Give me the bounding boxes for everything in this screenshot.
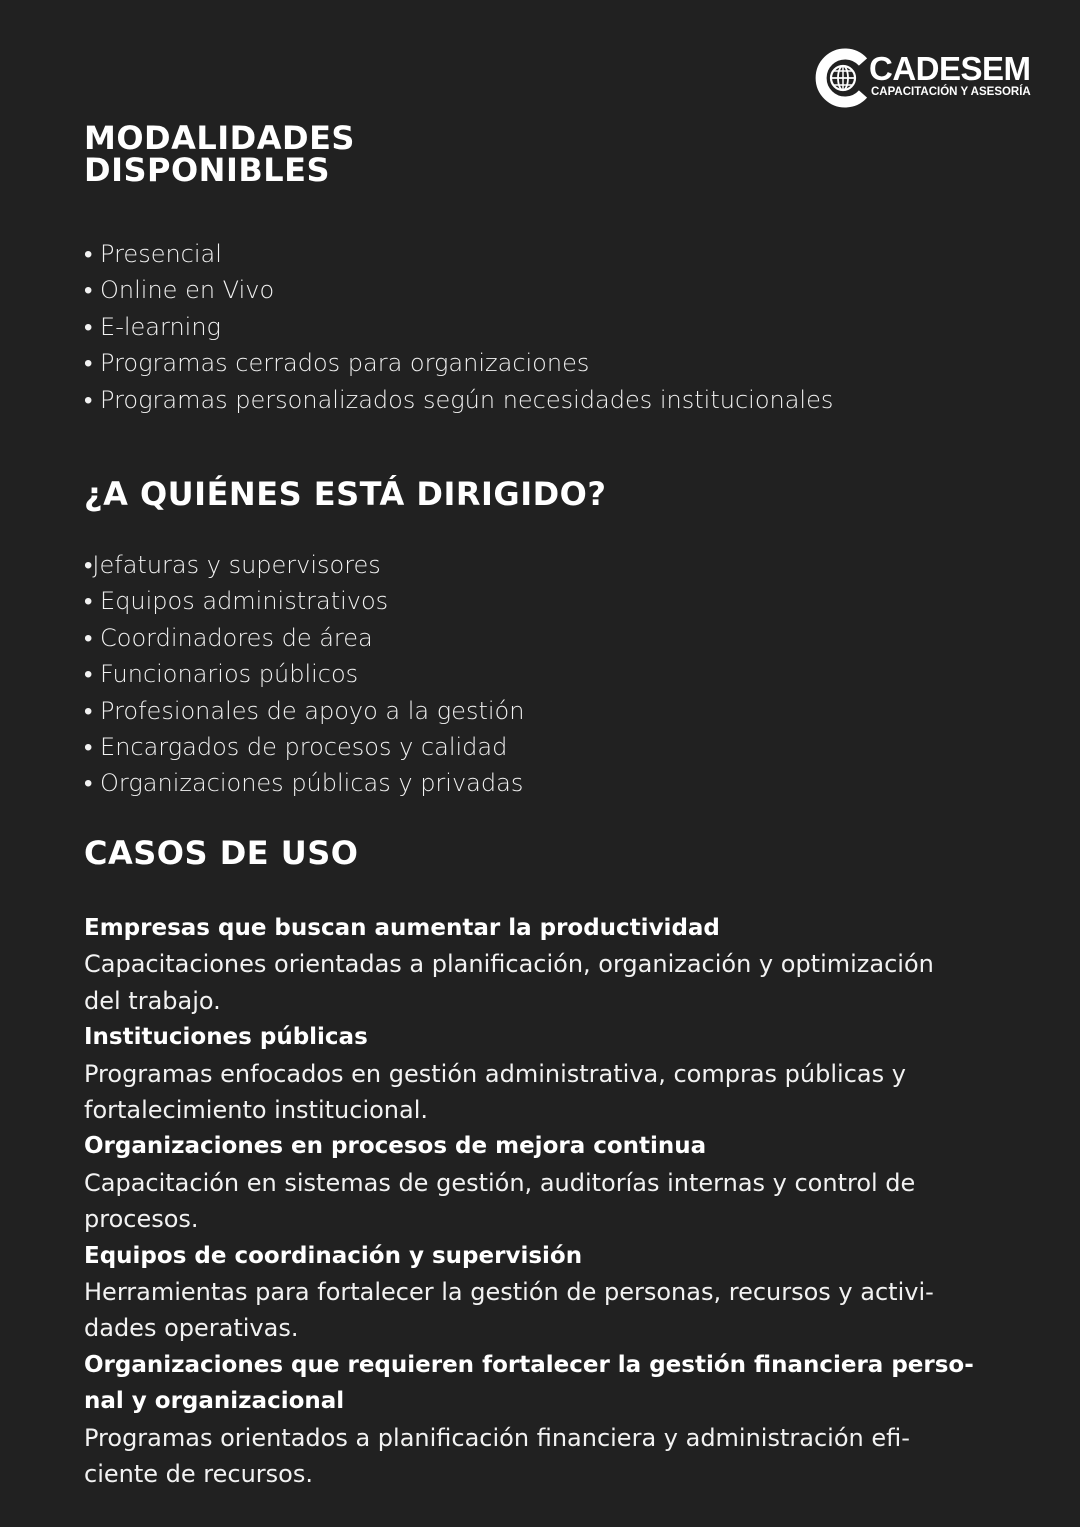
logo-name: CADESEM xyxy=(869,50,1031,87)
casos-heading: CASOS DE USO xyxy=(84,834,359,872)
dirigido-heading: ¿A QUIÉNES ESTÁ DIRIGIDO? xyxy=(84,475,607,513)
list-item: • Programas personalizados según necesidades institucionales xyxy=(84,385,834,414)
cadesem-logo xyxy=(815,47,1050,109)
modalidades-list xyxy=(84,236,833,418)
case-description: procesos. xyxy=(84,1205,199,1234)
case-title: Equipos de coordinación y supervisión xyxy=(84,1242,583,1269)
logo-tagline: CAPACITACIÓN Y ASESORÍA xyxy=(871,86,1031,98)
casos-list xyxy=(84,910,1004,1493)
case-item xyxy=(84,1019,1004,1128)
list-item: • Encargados de procesos y calidad xyxy=(84,732,508,761)
list-item: • Funcionarios públicos xyxy=(84,660,359,689)
dirigido-list xyxy=(84,547,524,802)
list-item: • E-learning xyxy=(84,312,221,341)
case-title: Instituciones públicas xyxy=(84,1024,368,1051)
modalidades-heading xyxy=(84,119,355,189)
case-title: Organizaciones que requieren fortalecer la gestión financiera perso- xyxy=(84,1351,974,1378)
case-description: Programas orientados a planificación financiera y administración efi- xyxy=(84,1423,910,1452)
case-item xyxy=(84,1347,1004,1493)
case-title: nal y organizacional xyxy=(84,1388,345,1415)
list-item: • Coordinadores de área xyxy=(84,623,373,652)
case-description: fortalecimiento institucional. xyxy=(84,1096,429,1125)
case-item xyxy=(84,1128,1004,1237)
list-item: • Organizaciones públicas y privadas xyxy=(84,769,524,798)
case-description: Capacitación en sistemas de gestión, auditorías internas y control de xyxy=(84,1168,916,1197)
list-item: •Jefaturas y supervisores xyxy=(84,551,381,579)
case-description: Capacitaciones orientadas a planificación, organización y optimización xyxy=(84,950,934,979)
case-title: Organizaciones en procesos de mejora continua xyxy=(84,1133,707,1160)
list-item: • Profesionales de apoyo a la gestión xyxy=(84,696,525,725)
case-description: Programas enfocados en gestión administrativa, compras públicas y xyxy=(84,1059,906,1088)
list-item: • Programas cerrados para organizaciones xyxy=(84,349,590,378)
list-item: • Equipos administrativos xyxy=(84,587,389,616)
case-description: del trabajo. xyxy=(84,986,221,1015)
case-item xyxy=(84,1238,1004,1347)
case-description: dades operativas. xyxy=(84,1314,299,1343)
modalidades-heading-line2: DISPONIBLES xyxy=(84,151,331,189)
case-item xyxy=(84,910,1004,1019)
list-item: • Online en Vivo xyxy=(84,276,275,305)
case-description: ciente de recursos. xyxy=(84,1460,313,1489)
case-description: Herramientas para fortalecer la gestión de personas, recursos y activi- xyxy=(84,1278,934,1307)
list-item: • Presencial xyxy=(84,240,222,268)
case-title: Empresas que buscan aumentar la productividad xyxy=(84,915,720,941)
modalidades-heading-line1: MODALIDADES xyxy=(84,119,355,157)
globe-c-logo-icon xyxy=(815,47,871,109)
